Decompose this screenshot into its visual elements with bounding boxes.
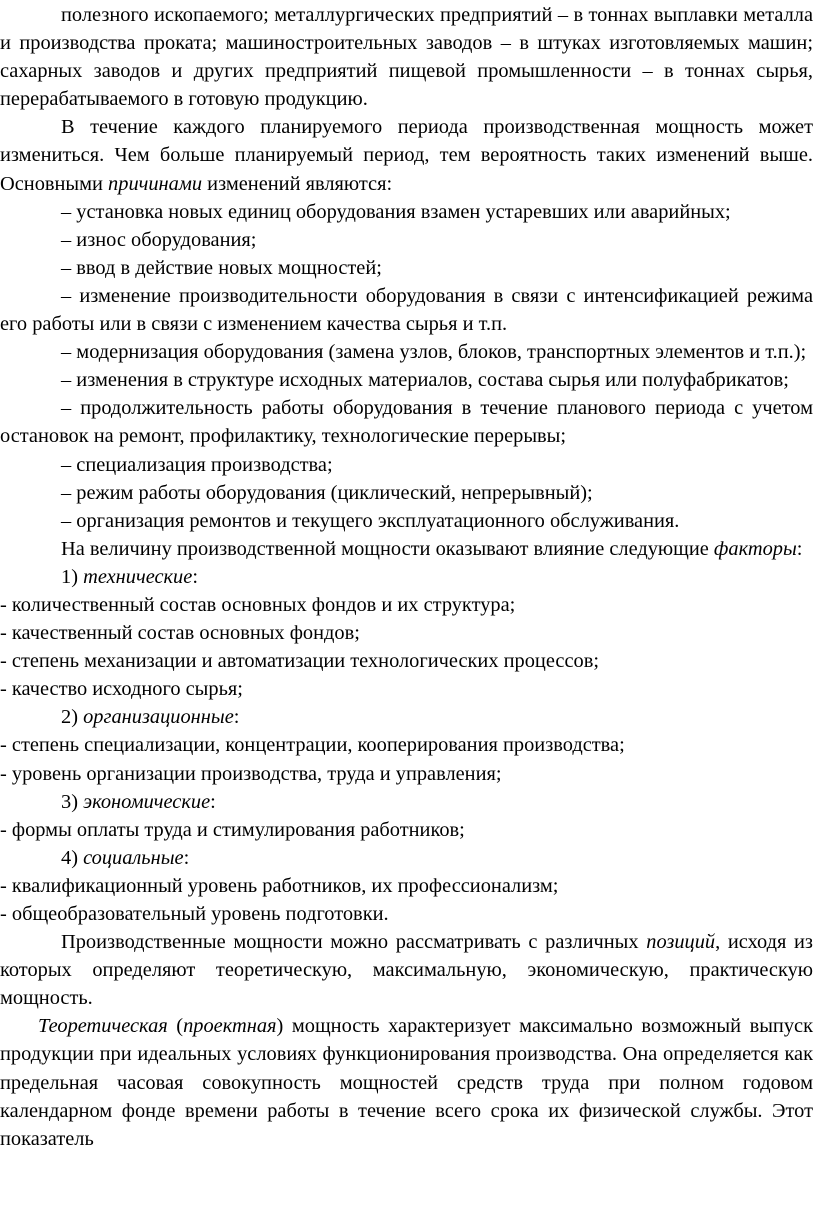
- text-run: 2): [61, 706, 84, 729]
- text-run: – продолжительность работы оборудования в течение планового периода с учетом остановок на ремонт, профилактику, технологические перерывы;: [0, 397, 813, 448]
- text-run: – модернизация оборудования (замена узлов, блоков, транспортных элементов и т.п.);: [61, 341, 807, 364]
- text-run: :: [183, 846, 190, 869]
- paragraph: [0, 872, 816, 900]
- italic-text-run: позиций: [646, 931, 716, 954]
- italic-text-run: проектная: [183, 1015, 277, 1038]
- text-run: (: [167, 1015, 184, 1038]
- text-run: 4): [61, 846, 84, 869]
- paragraph: [0, 563, 816, 591]
- paragraph: [0, 254, 816, 282]
- text-run: – изменение производительности оборудования в связи с интенсификацией режима его работы или в связи с изменением качества сырья и т.п.: [0, 284, 813, 336]
- paragraph: [0, 675, 816, 703]
- paragraph: [0, 507, 816, 535]
- text-run: 3): [61, 790, 84, 813]
- italic-text-run: организационные: [83, 706, 234, 729]
- text-run: - степень специализации, концентрации, кооперирования производства;: [0, 734, 625, 757]
- text-run: - уровень организации производства, труда и управления;: [0, 762, 502, 785]
- paragraph: [0, 479, 816, 507]
- italic-text-run: факторы: [713, 537, 797, 560]
- text-run: :: [192, 565, 198, 588]
- italic-text-run: социальные: [83, 846, 184, 869]
- paragraph: [0, 366, 816, 394]
- paragraph: [0, 198, 816, 226]
- italic-text-run: технические: [83, 565, 193, 588]
- text-run: – режим работы оборудования (циклический, непрерывный);: [61, 481, 593, 504]
- text-run: - общеобразовательный уровень подготовки.: [0, 903, 389, 925]
- paragraph: [0, 1, 816, 113]
- text-run: 1): [61, 565, 84, 588]
- text-run: :: [796, 537, 803, 560]
- paragraph: [0, 394, 816, 450]
- text-run: В течение каждого планируемого периода производственная мощность может измениться. Чем больше планируемый период, тем вероятность таких изменений выше. Основными: [0, 116, 813, 195]
- paragraph: [0, 900, 816, 928]
- italic-text-run: экономические: [83, 790, 211, 813]
- text-run: – организация ремонтов и текущего эксплуатационного обслуживания.: [61, 509, 680, 532]
- text-run: - качество исходного сырья;: [0, 678, 243, 701]
- text-run: ) мощность характеризует максимально возможный выпуск продукции при идеальных условиях функционирования производства. Она определяется как предельная часовая совокупность мощностей средств труда при полном годовом календарном фонде времени работы в течение всего срока их физической службы. Этот показатель: [0, 1015, 813, 1150]
- text-run: - качественный состав основных фондов;: [0, 622, 360, 645]
- paragraph: [0, 226, 816, 254]
- paragraph: [0, 788, 816, 816]
- paragraph: [0, 928, 816, 1012]
- text-run: – изменения в структуре исходных материалов, состава сырья или полуфабрикатов;: [61, 369, 789, 392]
- paragraph: [0, 844, 816, 872]
- text-run: - квалификационный уровень работников, их профессионализм;: [0, 874, 559, 897]
- paragraph: [0, 816, 816, 844]
- paragraph: [0, 619, 816, 647]
- document-body: [0, 1, 816, 1153]
- italic-text-run: Теоретическая: [38, 1015, 168, 1038]
- paragraph: [0, 760, 816, 788]
- text-run: – износ оборудования;: [61, 228, 257, 251]
- paragraph: [0, 338, 816, 366]
- text-run: На величину производственной мощности оказывают влияние следующие: [61, 537, 714, 560]
- text-run: – установка новых единиц оборудования взамен устаревших или аварийных;: [61, 200, 731, 223]
- text-run: - формы оплаты труда и стимулирования работников;: [0, 818, 465, 841]
- text-run: :: [210, 790, 216, 813]
- text-run: - количественный состав основных фондов и их структура;: [0, 593, 516, 616]
- paragraph: [0, 535, 816, 563]
- paragraph: [0, 282, 816, 338]
- text-run: – специализация производства;: [61, 453, 333, 476]
- text-run: изменений являются:: [202, 172, 393, 195]
- text-run: Производственные мощности можно рассматривать с различных: [61, 931, 647, 954]
- paragraph: [0, 113, 816, 197]
- text-run: – ввод в действие новых мощностей;: [61, 256, 382, 279]
- paragraph: [0, 703, 816, 731]
- paragraph: [0, 591, 816, 619]
- text-run: полезного ископаемого; металлургических предприятий – в тоннах выплавки металла и производства проката; машиностроительных заводов – в штуках изготовляемых машин; сахарных заводов и других предприятий пищевой промышленности – в тоннах сырья, перерабатываемого в готовую продукцию.: [0, 4, 813, 111]
- italic-text-run: причинами: [108, 172, 203, 195]
- text-run: :: [233, 706, 240, 729]
- text-run: , исходя из которых определяют теоретическую, максимальную, экономическую, практическую мощность.: [0, 931, 813, 1010]
- paragraph: [0, 647, 816, 675]
- text-run: - степень механизации и автоматизации технологических процессов;: [0, 650, 599, 673]
- paragraph: [0, 1012, 816, 1152]
- paragraph: [0, 451, 816, 479]
- paragraph: [0, 731, 816, 759]
